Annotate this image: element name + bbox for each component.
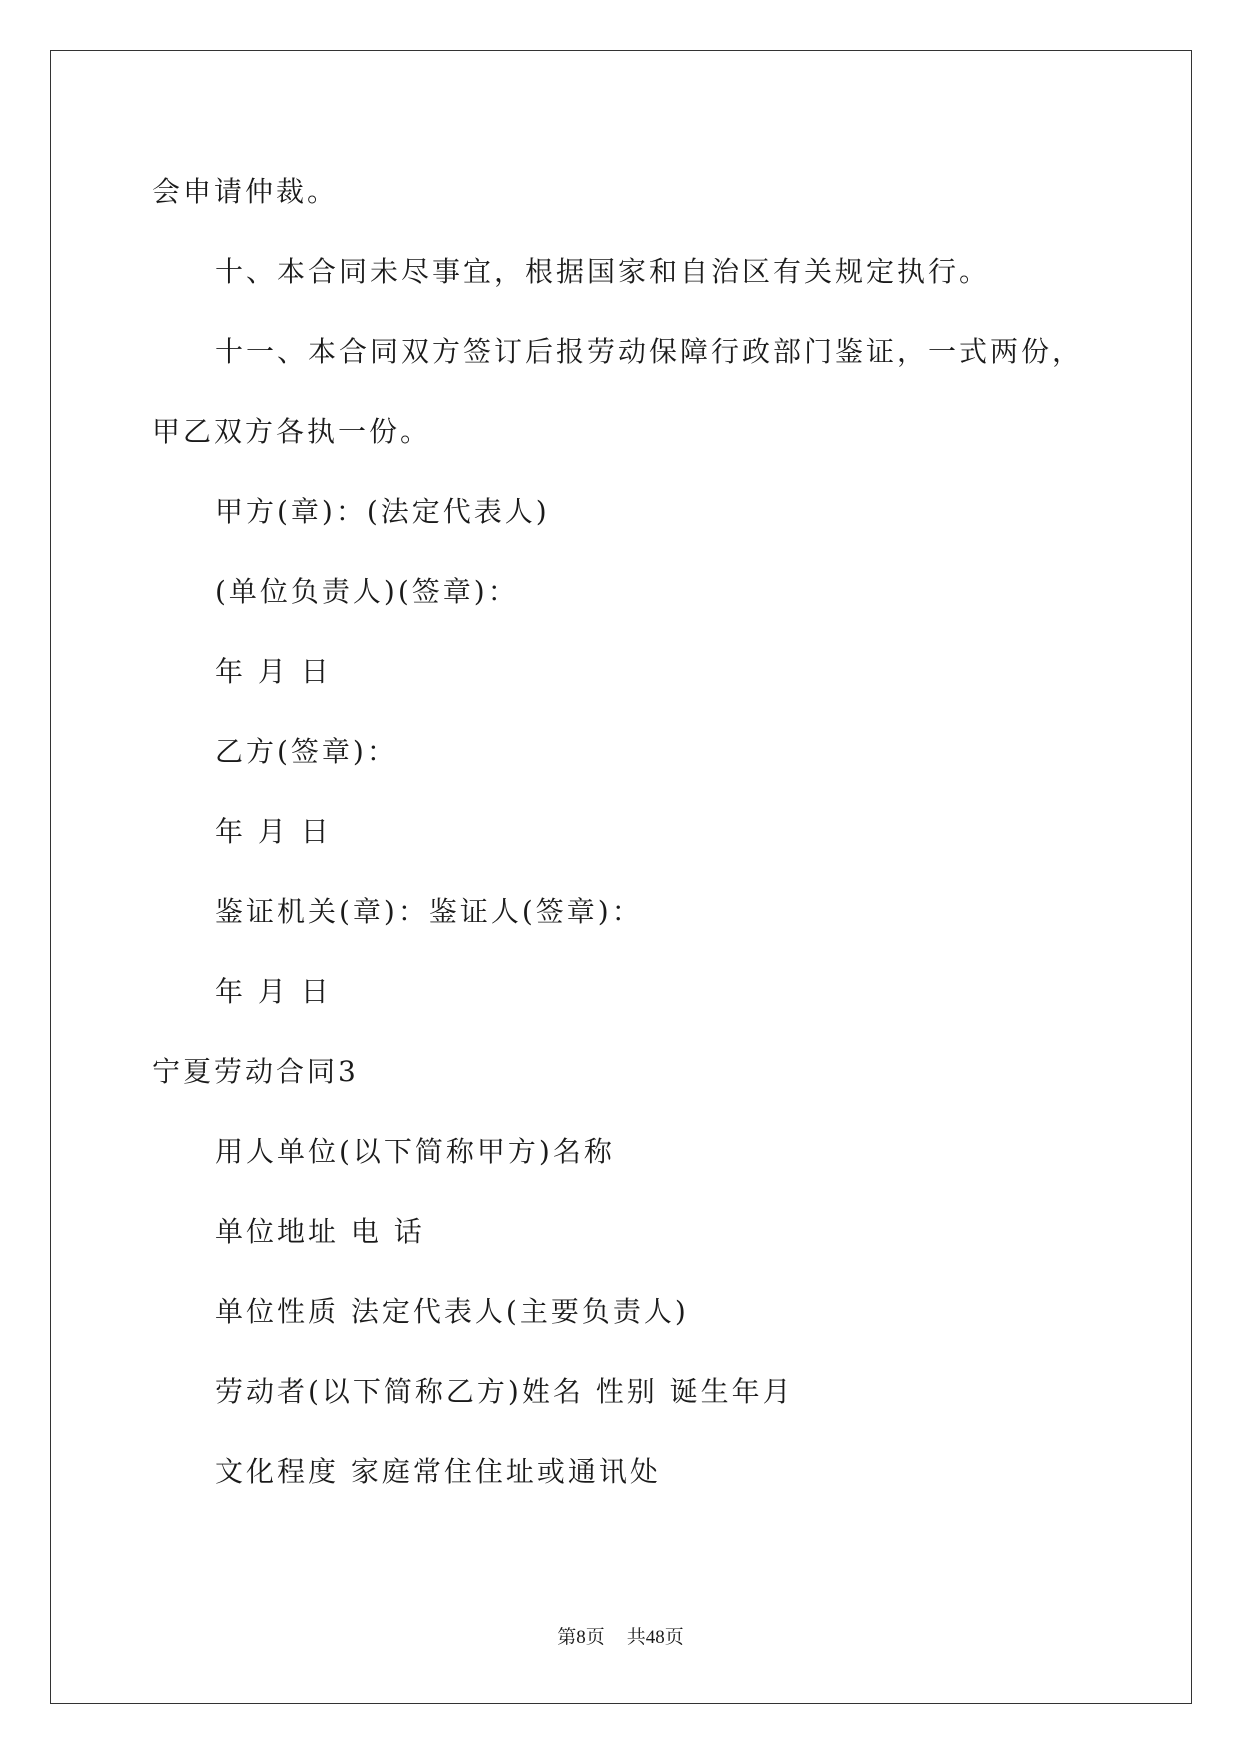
employer-name-line: 用人单位(以下简称甲方)名称: [215, 1135, 615, 1168]
date-line: 年 月 日: [215, 975, 332, 1008]
employer-nature-line: 单位性质 法定代表人(主要负责人): [215, 1295, 689, 1328]
employee-address-line: 文化程度 家庭常住住址或通讯处: [215, 1455, 661, 1488]
employer-address-line: 单位地址 电 话: [215, 1215, 425, 1248]
clause-10: 十、本合同未尽事宜，根据国家和自治区有关规定执行。: [215, 255, 991, 288]
date-line: 年 月 日: [215, 815, 332, 848]
verification-sign-line: 鉴证机关(章)：鉴证人(签章)：: [215, 895, 643, 928]
party-a-seal-line: 甲方(章)：(法定代表人): [215, 495, 550, 528]
clause-11-continuation: 甲乙双方各执一份。: [152, 415, 432, 448]
clause-11: 十一、本合同双方签订后报劳动保障行政部门鉴证，一式两份，: [215, 335, 1084, 368]
employee-info-line: 劳动者(以下简称乙方)姓名 性别 诞生年月: [215, 1375, 794, 1408]
date-line: 年 月 日: [215, 655, 332, 688]
unit-head-sign-line: (单位负责人)(签章)：: [215, 575, 519, 608]
page-number-current: 第8页: [557, 1627, 605, 1648]
party-b-sign-line: 乙方(签章)：: [215, 735, 398, 768]
text-line-continuation: 会申请仲裁。: [152, 175, 339, 208]
section-title: 宁夏劳动合同3: [152, 1055, 359, 1088]
page-number-total: 共48页: [626, 1627, 684, 1648]
page-footer: [0, 1625, 1241, 1651]
